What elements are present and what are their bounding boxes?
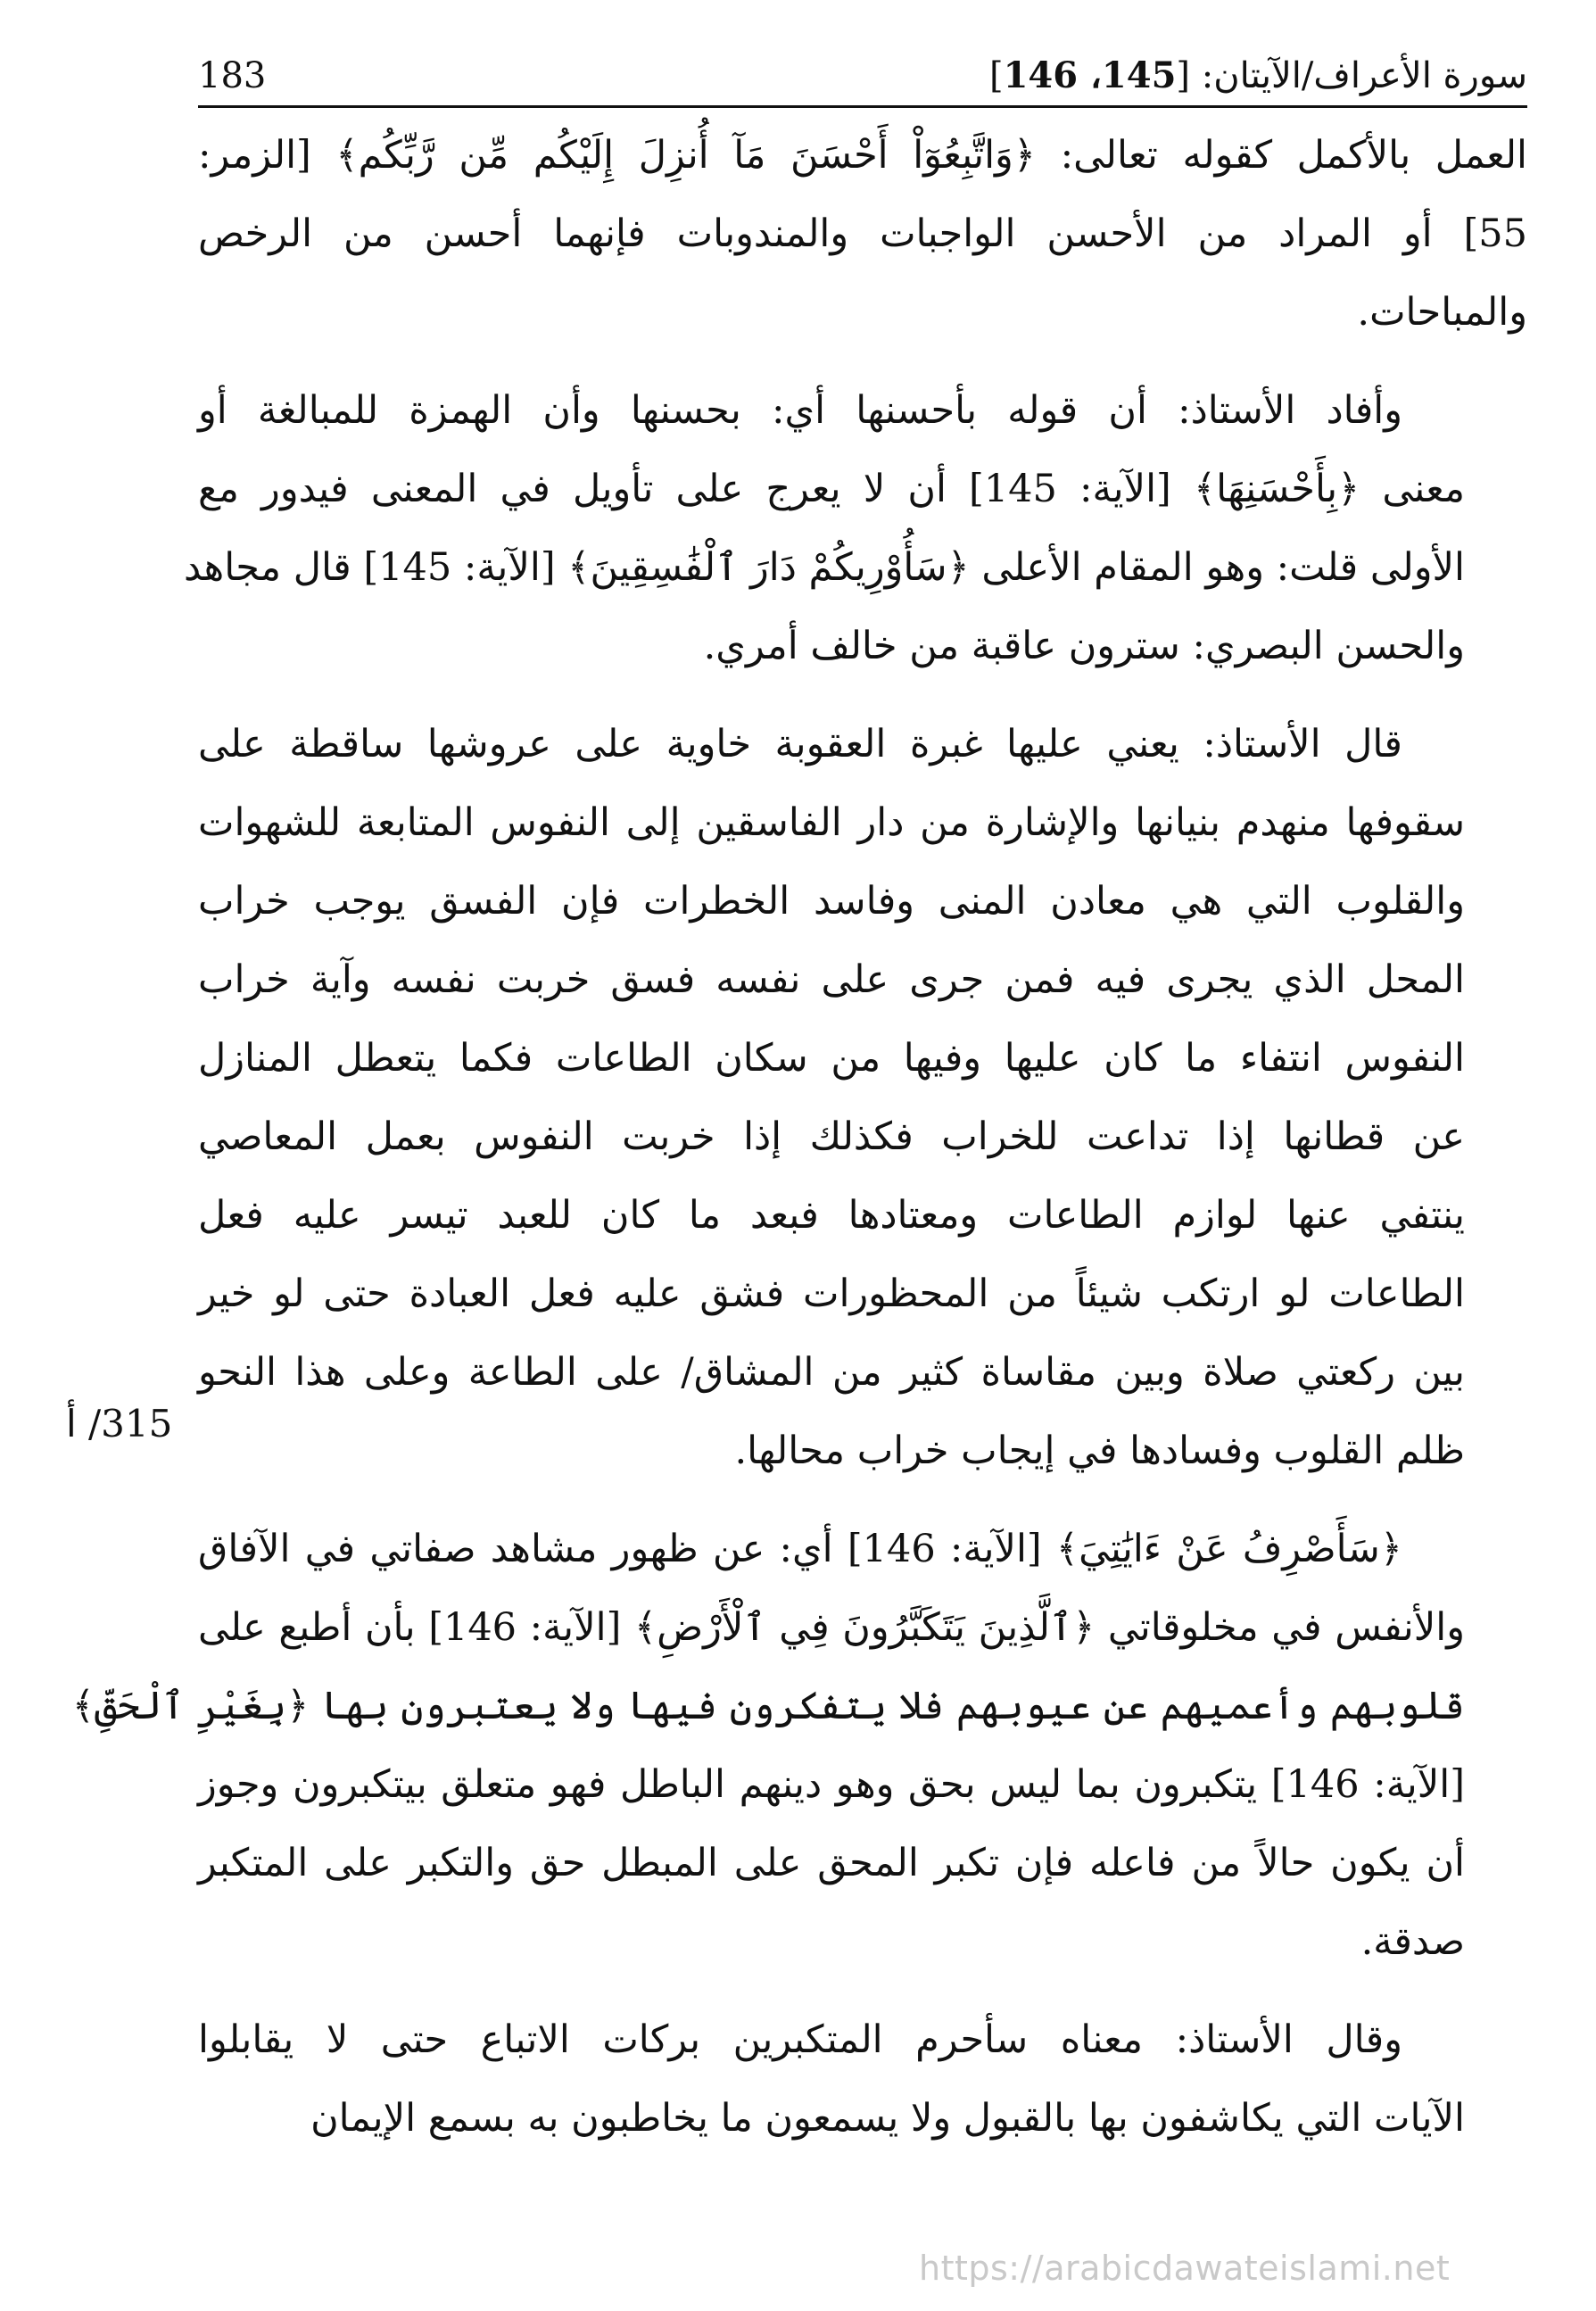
text-line: صدقة. (1360, 1919, 1465, 1964)
paragraph (183, 371, 1527, 685)
page-header (198, 46, 1527, 108)
watermark-url: https://arabicdawateislami.net (919, 2249, 1451, 2288)
text-line: سقوفها منهدم بنيانها والإشارة من دار الفاسقين إلى النفوس المتابعة للشهوات (198, 800, 1465, 845)
page-number: 183 (198, 55, 267, 96)
text-line: الطاعات لو ارتكب شيئاً من المحظورات فشق عليه فعل العبادة حتى لو خير (198, 1271, 1465, 1316)
text-line: والأنفس في مخلوقاتي ﴿ٱلَّذِينَ يَتَكَبَّرُونَ فِي ٱلْأَرْضِ﴾ [الآية: 146] بأن أطبع على (198, 1605, 1465, 1650)
text-line: معنى ﴿بِأَحْسَنِهَا﴾ [الآية: 145] أن لا يعرج على تأويل في المعنى فيدور مع (198, 467, 1465, 511)
title-verses: 145، 146 (1003, 54, 1177, 96)
text-line: والمباحات. (1357, 290, 1527, 335)
text-line: والحسن البصري: سترون عاقبة من خالف أمري. (703, 624, 1465, 668)
text-line: الأولى قلت: وهو المقام الأعلى ﴿سَأُوْرِيكُمْ دَارَ ٱلْفَٰسِقِينَ﴾ [الآية: 145] قال مجاهد (183, 545, 1465, 590)
text-line: المحل الذي يجرى فيه فمن جرى على نفسه فسق خربت نفسه وآية خراب (198, 957, 1465, 1002)
text-line: عن قطانها إذا تداعت للخراب فكذلك إذا خربت النفوس بعمل المعاصي (198, 1114, 1465, 1159)
text-line: [الآية: 146] يتكبرون بما ليس بحق وهو دينهم الباطل فهو متعلق بيتكبرون وجوز (198, 1762, 1465, 1807)
paragraph (198, 116, 1527, 352)
text-line: قال الأستاذ: يعني عليها غبرة العقوبة خاوية على عروشها ساقطة على (198, 722, 1402, 766)
text-line: ﴿سَأَصْرِفُ عَنْ ءَايَٰتِيَ﴾ [الآية: 146] أي: عن ظهور مشاهد صفاتي في الآفاق (198, 1527, 1402, 1571)
text-line: النفوس انتفاء ما كان عليها وفيها من سكان الطاعات فكما يتعطل المنازل (198, 1036, 1465, 1081)
text-line: والقلوب التي هي معادن المنى وفاسد الخطرات فإن الفسق يوجب خراب (198, 879, 1465, 924)
title-suffix: ] (988, 55, 1004, 96)
text-line: ظلم القلوب وفسادها في إيجاب خراب محالها. (734, 1429, 1465, 1473)
text-line: الآيات التي يكاشفون بها بالقبول ولا يسمعون ما يخاطبون به بسمع الإيمان (310, 2096, 1465, 2141)
text-line: 55] أو المراد من الأحسن الواجبات والمندوبات فإنهما أحسن من الرخص (198, 211, 1527, 256)
text-line: قلوبهم وأعميهم عن عيوبهم فلا يتفكرون فيها ولا يعتبرون بها ﴿بِغَيْرِ ٱلْحَقِّ﴾ (71, 1684, 1465, 1728)
paragraph (198, 705, 1527, 1490)
text-line: بين ركعتي صلاة وبين مقاساة كثير من المشاق/ على الطاعة وعلى هذا النحو (198, 1350, 1465, 1395)
text-line: ينتفي عنها لوازم الطاعات ومعتادها فبعد ما كان للعبد تيسر عليه فعل (198, 1193, 1465, 1238)
text-line: وقال الأستاذ: معناه سأحرم المتكبرين بركات الاتباع حتى لا يقابلوا (198, 2017, 1402, 2062)
manuscript-folio-note: 315/ أ (66, 1402, 173, 1445)
title-prefix: سورة الأعراف/الآيتان: [ (1176, 55, 1527, 96)
text-line: أن يكون حالاً من فاعله فإن تكبر المحق على المبطل حق والتكبر على المتكبر (198, 1841, 1465, 1885)
text-line: وأفاد الأستاذ: أن قوله بأحسنها أي: بحسنها وأن الهمزة للمبالغة أو (198, 388, 1402, 433)
running-title (989, 54, 1527, 98)
paragraph (71, 1510, 1527, 1981)
paragraph (198, 2000, 1527, 2158)
text-line: العمل بالأكمل كقوله تعالى: ﴿وَاتَّبِعُوٓاْ أَحْسَنَ مَآ أُنزِلَ إِلَيْكُم مِّن رَّبِّكُم﴾ [الزمر: (198, 133, 1527, 178)
